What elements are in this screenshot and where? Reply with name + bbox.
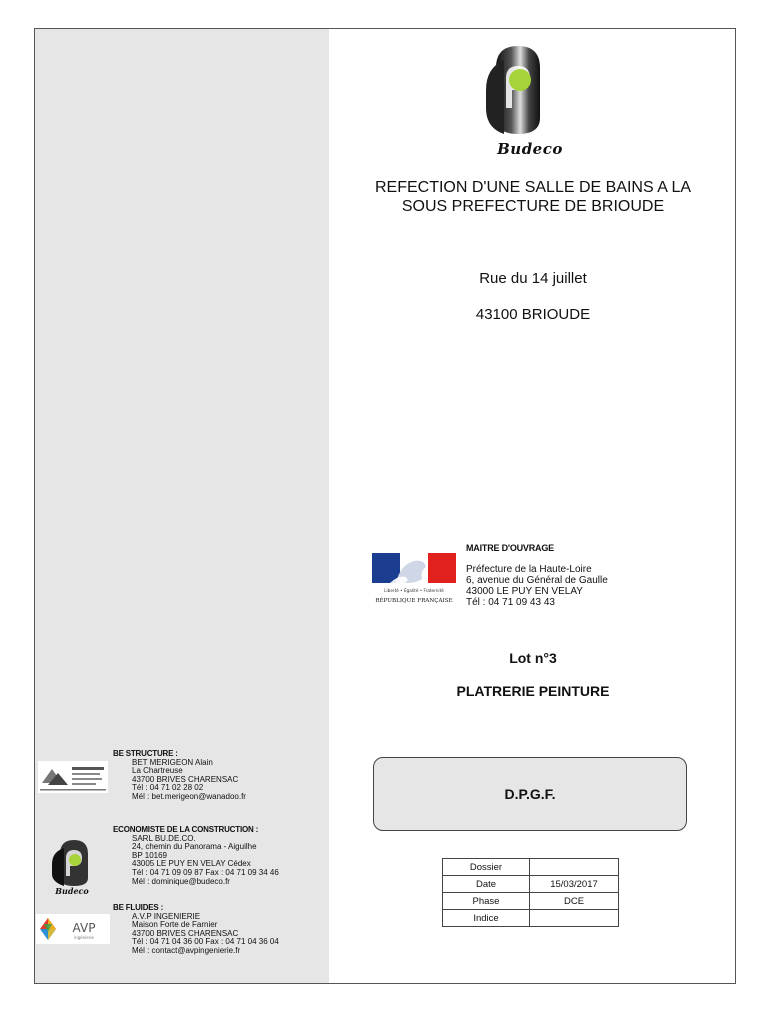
maitre-ouvrage-line: Tél : 04 71 09 43 43	[466, 597, 555, 608]
meta-key: Phase	[443, 893, 530, 910]
budeco-brand-text: Budeco	[497, 140, 563, 158]
contact-structure	[113, 750, 246, 802]
contact-title: BE STRUCTURE :	[113, 749, 178, 758]
document-type-box	[373, 757, 687, 831]
avp-logo-icon	[36, 914, 110, 944]
contact-line: BP 10169	[132, 850, 167, 860]
table-row	[443, 893, 619, 910]
contact-line: Tél : 04 71 02 28 02	[132, 783, 204, 793]
contact-fluides	[113, 904, 279, 956]
document-type-label: D.P.G.F.	[504, 786, 556, 802]
contact-title: ECONOMISTE DE LA CONSTRUCTION :	[113, 825, 259, 834]
table-row	[443, 910, 619, 927]
contact-economiste	[113, 826, 279, 886]
contact-line: La Chartreuse	[132, 766, 183, 776]
project-title-line2: SOUS PREFECTURE DE BRIOUDE	[401, 198, 665, 215]
contact-line: Mél : bet.merigeon@wanadoo.fr	[132, 791, 246, 801]
meta-value	[530, 859, 619, 876]
maitre-ouvrage-block	[466, 543, 716, 608]
contact-title: BE FLUIDES :	[113, 903, 164, 912]
budeco-small-brand: Budeco	[55, 886, 89, 896]
project-title-line1: REFECTION D'UNE SALLE DE BAINS A LA	[374, 179, 692, 196]
contact-line: 24, chemin du Panorama - Aiguilhe	[132, 842, 257, 852]
contact-line: A.V.P INGENIERIE	[132, 911, 201, 921]
contact-line: Mél : contact@avpingenierie.fr	[132, 945, 241, 955]
contact-line: SARL BU.DE.CO.	[132, 833, 196, 843]
meta-key: Dossier	[443, 859, 530, 876]
maitre-ouvrage-line: Préfecture de la Haute-Loire	[466, 564, 592, 575]
document-meta-table	[442, 858, 619, 927]
meta-key: Date	[443, 876, 530, 893]
contact-line: 43700 BRIVES CHARENSAC	[132, 928, 239, 938]
contact-line: BET MERIGEON Alain	[132, 757, 213, 767]
contact-line: Tél : 04 71 09 09 87 Fax : 04 71 09 34 46	[132, 867, 279, 877]
table-row	[443, 876, 619, 893]
budeco-small-logo-icon	[46, 836, 98, 896]
project-city: 43100 BRIOUDE	[475, 306, 591, 323]
contact-line: Maison Forte de Farnier	[132, 920, 218, 930]
lot-name: PLATRERIE PEINTURE	[456, 683, 610, 699]
maitre-ouvrage-line: 43000 LE PUY EN VELAY	[466, 586, 583, 597]
contact-line: Tél : 04 71 04 36 00 Fax : 04 71 04 36 04	[132, 937, 279, 947]
lot-number: Lot n°3	[509, 650, 557, 666]
maitre-ouvrage-heading: MAITRE D'OUVRAGE	[466, 543, 554, 553]
project-street: Rue du 14 juillet	[479, 270, 587, 287]
contact-line: Mél : dominique@budeco.fr	[132, 876, 230, 886]
avp-logo-sub: ingénierie	[74, 935, 94, 940]
marianne-motto: Liberté • Égalité • Fraternité	[384, 588, 444, 593]
marianne-caption: RÉPUBLIQUE FRANÇAISE	[375, 598, 453, 604]
meta-value: 15/03/2017	[530, 876, 619, 893]
merigeon-logo-icon	[38, 761, 108, 793]
contact-line: 43700 BRIVES CHARENSAC	[132, 774, 239, 784]
meta-value: DCE	[530, 893, 619, 910]
republique-francaise-logo-icon	[370, 553, 458, 605]
contact-line: 43005 LE PUY EN VELAY Cédex	[132, 859, 251, 869]
budeco-logo-icon	[476, 38, 560, 138]
meta-key: Indice	[443, 910, 530, 927]
avp-logo-text: AVP	[72, 921, 96, 935]
table-row	[443, 859, 619, 876]
meta-value	[530, 910, 619, 927]
maitre-ouvrage-line: 6, avenue du Général de Gaulle	[466, 575, 608, 586]
